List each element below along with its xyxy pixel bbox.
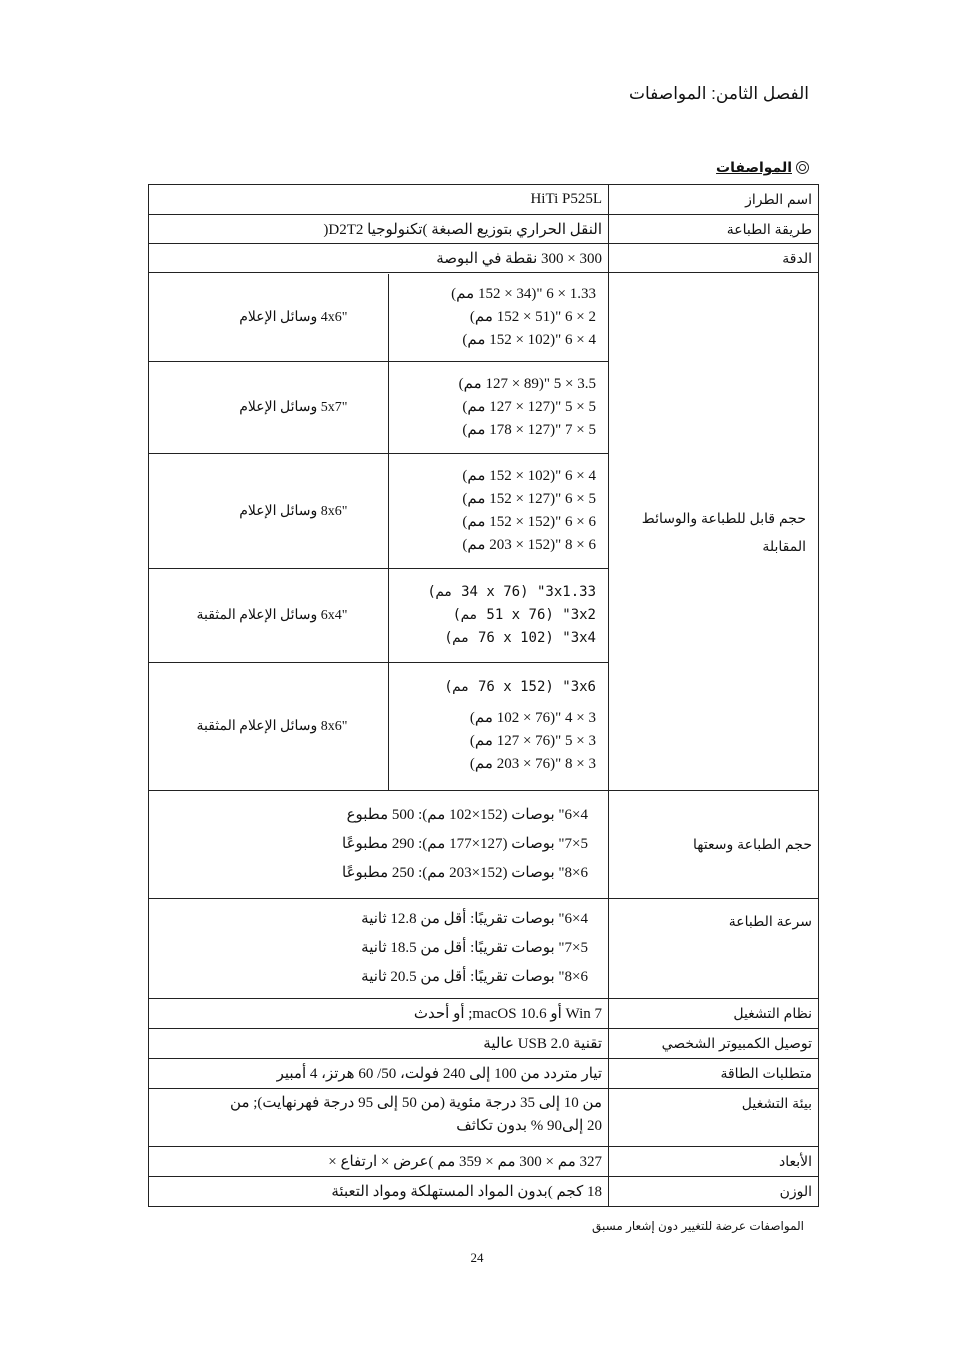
- row-weight: [149, 1177, 819, 1207]
- size-item: 3x4" (76 x 102 مم): [444, 630, 596, 646]
- size-item: 5 × 5 "(127 × 127 مم): [462, 399, 596, 415]
- row-method: [149, 215, 819, 244]
- capacity-line: 5×7" بوصات (127×177 مم): 290 مطبوعًا: [342, 836, 588, 852]
- footnote: المواصفات عرضة للتغيير دون إشعار مسبق: [592, 1219, 804, 1233]
- size-list: [388, 274, 608, 362]
- size-group: [149, 454, 608, 569]
- sizes-table: [149, 274, 608, 790]
- capacity-line: 4×6" بوصات (152×102 مم): 500 مطبوع: [346, 807, 588, 823]
- row-model: [149, 185, 819, 215]
- sizes-cell: [149, 273, 609, 791]
- size-item: 3 × 4 "(76 × 102 مم): [469, 710, 596, 727]
- value-pc: تقنية USB 2.0 عالية: [149, 1029, 609, 1059]
- row-pc: [149, 1029, 819, 1059]
- label-weight: الوزن: [609, 1177, 819, 1207]
- section-title: المواصفات: [716, 159, 792, 175]
- value-model: HiTi P525L: [149, 185, 609, 215]
- label-speed: سرعة الطباعة: [609, 899, 819, 999]
- size-item: 3x1.33" (34 x 76 مم): [427, 584, 596, 600]
- size-list: [388, 454, 608, 569]
- size-item: 3 × 8 "(76 × 203 مم): [469, 756, 596, 773]
- value-os: Win 7 أو macOS 10.6; أو أحدث: [149, 999, 609, 1029]
- size-group: [149, 569, 608, 663]
- media-label: "8x6 وسائل الإعلام: [149, 454, 388, 569]
- capacity-line: 6×8" بوصات (152×203 مم): 250 مطبوعًا: [342, 865, 588, 881]
- row-resolution: [149, 244, 819, 273]
- media-label: "8x6 وسائل الإعلام المثقبة: [196, 718, 348, 734]
- spec-table: [148, 184, 819, 1207]
- env-line: من 10 إلى 35 درجة مئوية (من 50 إلى 95 درجة فهرنهايت); من: [230, 1095, 602, 1111]
- size-item: 2 × 6 "(51 × 152 مم): [469, 308, 596, 325]
- size-item: 3 × 5 "(76 × 127 مم): [469, 733, 596, 750]
- label-pc: توصيل الكمبيوتر الشخصي: [609, 1029, 819, 1059]
- size-item-mono: [389, 676, 597, 699]
- size-group: [149, 362, 608, 454]
- label-dims: الأبعاد: [609, 1147, 819, 1177]
- size-list: [388, 362, 608, 454]
- env-line: 20 إلى90 % بدون تكاثف: [456, 1118, 602, 1134]
- row-speed: [149, 899, 819, 999]
- media-label: "4x6 وسائل الإعلام: [149, 274, 388, 362]
- row-capacity: [149, 791, 819, 899]
- value-weight: 18 كجم )بدون المواد المستهلكة ومواد التعبئة: [149, 1177, 609, 1207]
- value-env: [149, 1089, 609, 1147]
- size-item: 6 × 8 "(152 × 203 مم): [462, 537, 596, 553]
- page-number: 24: [470, 1250, 484, 1265]
- value-power: تيار متردد من 100 إلى 240 فولت، 50/ 60 هرتز، 4 أمبير: [149, 1059, 609, 1089]
- size-item: 3.5 × 5 "(89 × 127 مم): [458, 376, 596, 392]
- size-group: [149, 663, 608, 790]
- label-env: بيئة التشغيل: [609, 1089, 819, 1147]
- label-capacity: حجم الطباعة وسعتها: [609, 791, 819, 899]
- value-speed: [149, 899, 609, 999]
- row-dims: [149, 1147, 819, 1177]
- size-item: 5 × 6 "(127 × 152 مم): [462, 491, 596, 507]
- label-resolution: الدقة: [609, 244, 819, 273]
- size-item: 3x2" (51 x 76 مم): [452, 607, 596, 623]
- row-sizes: [149, 273, 819, 791]
- size-group: [149, 274, 608, 362]
- label-os: نظام التشغيل: [609, 999, 819, 1029]
- size-item: 6 × 6 "(152 × 152 مم): [462, 514, 596, 530]
- media-label: "5x7 وسائل الإعلام: [149, 362, 388, 454]
- row-env: [149, 1089, 819, 1147]
- size-item: 1.33 × 6 "(34 × 152 مم): [451, 285, 596, 302]
- size-list: [388, 569, 608, 663]
- size-item: 5 × 7 "(127 × 178 مم): [462, 422, 596, 438]
- media-label: "6x4 وسائل الإعلام المثقبة: [149, 569, 388, 663]
- value-capacity: [149, 791, 609, 899]
- label-model: اسم الطراز: [609, 185, 819, 215]
- chapter-title: الفصل الثامن: المواصفات: [628, 84, 809, 103]
- size-list: [388, 663, 608, 790]
- row-power: [149, 1059, 819, 1089]
- row-os: [149, 999, 819, 1029]
- size-item: 4 × 6 "(102 × 152 مم): [462, 331, 596, 348]
- value-dims: 327 مم × 300 مم × 359 مم )عرض × ارتفاع ×: [149, 1147, 609, 1177]
- value-method: النقل الحراري بتوزيع الصبغة )تكنولوجيا D2T2(: [149, 215, 609, 244]
- label-power: متطلبات الطاقة: [609, 1059, 819, 1089]
- speed-line: 4×6" بوصات تقريبًا: أقل من 12.8 ثانية: [361, 911, 588, 927]
- label-sizes: حجم قابل للطباعة والوسائط المقابلة: [609, 273, 819, 791]
- speed-line: 6×8" بوصات تقريبًا: أقل من 20.5 ثانية: [361, 969, 588, 985]
- speed-line: 5×7" بوصات تقريبًا: أقل من 18.5 ثانية: [361, 940, 588, 956]
- section-heading: [716, 159, 809, 176]
- size-item: 3x6" (76 x 152 مم): [444, 679, 596, 696]
- label-method: طريقة الطباعة: [609, 215, 819, 244]
- double-circle-icon: [796, 161, 809, 174]
- size-item: 4 × 6 "(102 × 152 مم): [462, 468, 596, 484]
- value-resolution: 300 × 300 نقطة في البوصة: [149, 244, 609, 273]
